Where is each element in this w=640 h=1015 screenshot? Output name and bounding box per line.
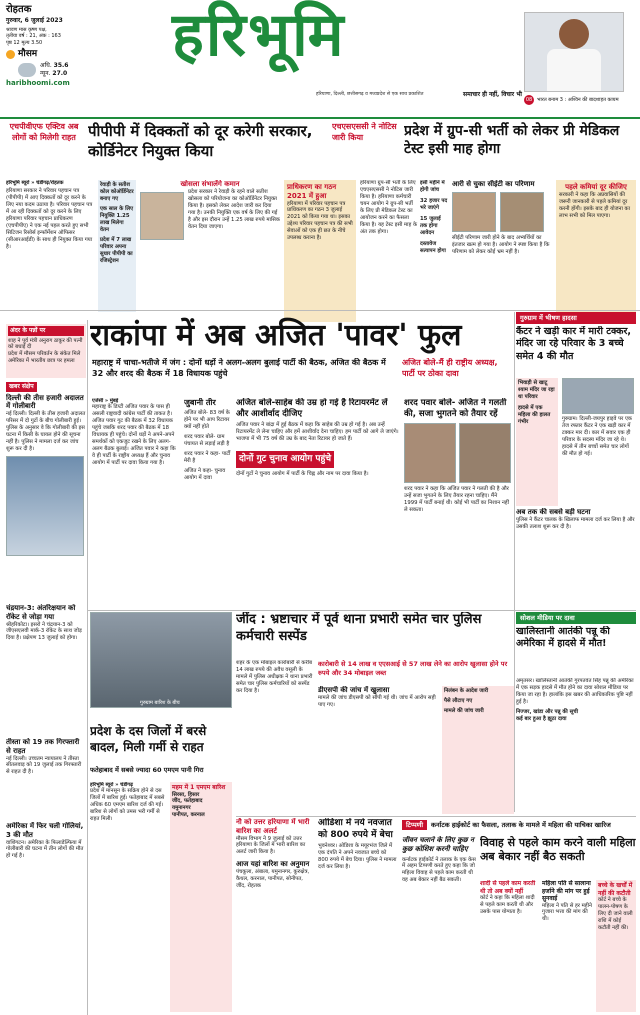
quote-col: [184, 398, 232, 608]
cet-result-body: सीईटी परिणाम जारी होने के बाद अभ्यर्थियों का इंतजार खत्म हो गया है। आयोग ने स्पष्ट किया है कि परिणाम को लेकर कोई भ्रम नहीं है।: [452, 234, 550, 255]
tagline: हरियाणा, दिल्ली, छत्तीसगढ़ व मध्यप्रदेश से एक साथ प्रकाशित: [316, 92, 424, 97]
weather-side-head: महम में 1 एमएम बारिश: [172, 784, 226, 791]
khalistan-point: निज्जर, खांडा और पन्नू की सूची: [516, 708, 578, 715]
rule-low: [236, 816, 636, 817]
rain-photo: [90, 612, 232, 708]
main-headline-box: [90, 316, 500, 356]
weather-label: मौसम: [18, 48, 38, 59]
jind-red-box: [318, 660, 514, 682]
max-temp: 35.6: [53, 62, 69, 69]
khalistan-tag-box: [516, 612, 636, 624]
slogan: समाचार ही नहीं, विचार भी: [463, 91, 522, 98]
cet-result-box: [452, 180, 552, 322]
tippani-kids-head: बच्चे के खर्चों में नहीं की कटौती: [598, 882, 633, 897]
teesta-story: [6, 738, 86, 818]
jind-body: [236, 660, 314, 814]
lead-headline-box: [88, 122, 328, 177]
sharad-photo: [459, 423, 511, 483]
teesta-body: नई दिल्ली। उच्चतम न्यायालय ने तीस्ता सीतलवाड़ को 19 जुलाई तक गिरफ्तारी से राहत दी है।: [6, 755, 82, 776]
tippani-kids: [596, 880, 636, 1012]
side-point: एक साल के लिए नियुक्ति 1.25 लाख मिलेगा वेतन: [100, 205, 134, 233]
weather-sub: फतेहाबाद में सबसे ज्यादा 60 एमएम पानी गिरा: [90, 766, 204, 774]
kicker-hssc: [332, 122, 400, 177]
photo-caption-row: [524, 95, 634, 105]
rule-left-col: [87, 320, 88, 1015]
min-temp: 27.0: [52, 69, 68, 77]
gurugram-body-text: गुरुग्राम। दिल्ली-जयपुर हाइवे पर एक तेज रफ्तार कैंटर ने एक खड़ी कार में टक्कर मार दी। कार में सवार एक ही परिवार के सदस्य मंदिर जा रहे थे। हादसे में तीन बच्चों समेत चार लोगों की मौत हो गई।: [562, 416, 632, 457]
index-item[interactable]: प्रदेश में मौसम परिवर्तन के संकेत मिले: [8, 351, 81, 358]
weather-box: [6, 49, 156, 60]
main-dateline: एजेंसी » मुंबई: [92, 398, 119, 404]
group-c-point: 15 जुलाई तक होगा आवेदन: [420, 215, 441, 236]
gurugram-sub: [516, 508, 636, 608]
jind-dsp-body: मामले की जांच डीएसपी को सौंपी गई थी। जांच में आरोप सही पाए गए।: [318, 694, 436, 708]
khalistan-head-box: [516, 626, 636, 676]
cet-result-head: आरी से चुका सीईटी का परिणाम: [452, 180, 535, 188]
kicker-pppa: [6, 122, 82, 177]
khalistan-tag: सोशल मीडिया पर दावा: [520, 614, 575, 622]
main-body-col: [92, 398, 180, 608]
group-c-body-text: हरियाणा ग्रुप-सी भर्ती के लिए एचएसएससी ने नोटिस जारी किया है। हरियाणा कर्मचारी चयन आयोग ने ग्रुप-सी भर्ती के लिए प्री मेडिकल टेस्ट का आयोजन करने का फैसला किया है। यह टेस्ट इसी माह के अंत तक होगा।: [360, 180, 418, 235]
cricket-photo: [524, 12, 624, 92]
tippani-body: कर्नाटक हाईकोर्ट ने तलाक के एक केस में अहम टिप्पणी करते हुए कहा कि जो महिला विवाह से पहले काम करती थी वह अब बेकार नहीं बैठ सकती।: [402, 856, 476, 884]
jind-point: पैसे लौटाए गए: [444, 697, 473, 704]
gurugram-body: [562, 378, 636, 506]
weather-head-box: [90, 724, 232, 764]
tippani-tag: टिप्पणी: [402, 820, 427, 830]
main-body-text: महाराष्ट्र के डिप्टी अजित पवार के पास ही असली राष्ट्रवादी कांग्रेस पार्टी की ताकत है। अजित पवार गुट की बैठक में 32 विधायक पहुंचे जबकि शरद पवार की बैठक में 18 विधायक ही पहुंचे। दोनों धड़ों ने अपने-अपने समर्थकों को एकजुट रखने के लिए अलग-अलग बैठक बुलाई। अजित पवार ने कहा कि वे ही पार्टी के राष्ट्रीय अध्यक्ष हैं और चुनाव आयोग में पार्टी पर दावा किया गया है।: [92, 404, 176, 467]
weather-side-item: यमुनानगर: [172, 805, 191, 812]
quote-item: अजित ने कहा- चुनाव आयोग में दावा: [184, 467, 226, 481]
khalistan-point: कई बार हुआ है झूठा दावा: [516, 715, 567, 722]
side-point: प्रदेश में 7 लाख परिवार अपना सुधार पीपीपी का रजिस्ट्रेशन: [100, 236, 133, 264]
quote-item: शरद पवार बोले- ग्राम पंचायत से लड़ाई लड़ी है: [184, 433, 230, 447]
index-head: अंदर के पन्नों पर: [8, 326, 84, 336]
tippani-kids-body: कोर्ट ने बच्चे के पालन-पोषण के लिए दी जाने वाली राशि में कोई कटौती नहीं की।: [598, 897, 633, 931]
rain-photo-caption: गुरुग्राम बारिश के बीच: [140, 699, 180, 706]
tippani-col1-head: शादी से पहले काम करती थी तो अब क्यों नहीं: [480, 880, 536, 895]
index-item[interactable]: शाह ने पूर्व मंत्री अनुराग ठाकुर की पत्नी को बधाई दी: [8, 337, 83, 351]
tippani-quote: जीवन चलाने के लिए कुछ न कुछ कोशिश करनी चाहिए: [402, 836, 474, 853]
north-head: नौ को उत्तर हरियाणा में भारी बारिश का अलर्ट: [236, 818, 310, 835]
authority-body: हरियाणा में परिवार पहचान पत्र प्राधिकरण का गठन 3 जुलाई 2021 को किया गया था। इसका उद्देश्य परिवार पहचान पत्र की सभी सेवाओं को एक ही छत के नीचे उपलब्ध कराना है।: [287, 200, 353, 242]
quote-item: शरद पवार ने कहा- पार्टी मेरी है: [184, 450, 231, 464]
tippani-main-head: विवाह से पहले काम करने वाली महिला अब बेकार नहीं बैठ सकती: [480, 836, 636, 864]
gurugram-sub-head: अब तक की सबसे बड़ी घटना: [516, 508, 591, 516]
accident-photo: [562, 378, 634, 414]
authority-box: [284, 180, 356, 322]
main-subhead-box: [92, 358, 398, 394]
right-box-head: पहले कमियां दूर कीजिए: [565, 183, 627, 191]
sharad-story: [404, 398, 512, 608]
main-subhead: महाराष्ट्र में चाचा-भतीजे में जंग : दोनों धड़ों ने अलग-अलग बुलाई पार्टी की बैठक, अजित की बैठक में 32 और शरद की बैठक में 18 विधायक पहुंचे: [92, 358, 386, 378]
tippani-col1: [480, 880, 538, 1012]
logo-text: हरिभूमि: [172, 0, 346, 70]
weather-side-item: पानीपत, करनाल: [172, 812, 205, 819]
profile-title: खोसला संभालेंगे कमान: [180, 180, 240, 188]
masthead-logo: [172, 2, 472, 82]
gurugram-sub-body: पुलिस ने कैंटर चालक के खिलाफ मामला दर्ज कर लिया है और उसकी तलाश शुरू कर दी है।: [516, 516, 635, 530]
tippani-strip: [402, 818, 636, 832]
rocket-photo: [6, 456, 84, 556]
edition-city: रोहतक: [6, 4, 32, 15]
group-c-points: [420, 180, 448, 322]
quote-head: जुबानी तीर: [184, 398, 216, 407]
chandrayaan-story: [6, 604, 86, 734]
pages-price: पृष्ठ 12 मूल्य 3.50: [6, 39, 43, 46]
jind-head-box: [236, 612, 514, 654]
north-head2: आज यहां बारिश का अनुमान: [236, 860, 310, 869]
odisha-story: [318, 818, 398, 1012]
sharad-head: शरद पवार बोले- अजित ने गलती की, सजा भुगतने को तैयार रहें: [404, 398, 507, 420]
ajit-photo: [404, 423, 456, 483]
rule-right-col: [514, 312, 515, 812]
ajit-body: अजित पवार ने बांद्रा में हुई बैठक में कहा कि साहेब की उम्र हो गई है। अब उन्हें रिटायरमेंट ले लेना चाहिए और हमें आशीर्वाद देना चाहिए। हम पार्टी को आगे ले जाएंगे। भाजपा में भी 75 वर्ष की उम्र के बाद नेता रिटायर हो जाते हैं।: [236, 422, 399, 443]
group-c-body: [360, 180, 418, 322]
group-c-point: इसी महीने में होगी जांच: [420, 180, 445, 193]
group-c-headline-box: [404, 122, 636, 177]
weather-body-text: प्रदेश में मानसून के सक्रिय होने से दस जिलों में बारिश हुई। फतेहाबाद में सबसे अधिक 60 एमएम बारिश दर्ज की गई। बारिश से लोगों को उमस भरी गर्मी से राहत मिली।: [90, 788, 165, 823]
weather-side: [170, 782, 232, 1012]
jind-point: निलंबन के आदेश जारी: [444, 688, 489, 694]
odisha-head: ओडिशा में नये नवजात को 800 रुपये में बेचा: [318, 818, 393, 840]
jind-points: [442, 686, 514, 814]
profile-photo: [140, 192, 184, 240]
cloud-icon: [18, 63, 36, 77]
banner: दोनों गुट चुनाव आयोग पहुंचे: [236, 451, 334, 468]
khalistan-body-text: अमृतसर। खालिस्तानी आतंकी गुरपतवंत सिंह पन्नू की अमेरिका में एक सड़क हादसे में मौत होने का दावा सोशल मीडिया पर किया जा रहा है। हालांकि इस खबर की आधिकारिक पुष्टि नहीं हुई है।: [516, 678, 634, 705]
gurugram-head: कैंटर ने खड़ी कार में मारी टक्कर, मंदिर जा रहे परिवार के 3 बच्चे समेत 4 की मौत: [516, 326, 631, 362]
usa-story: [6, 822, 86, 1012]
jind-red-head: कारोबारी से 14 लाख व एएसआई से 57 लाख लेने का आरोप खुलासा होने पर रुपये और 34 मोबाइल जब्त: [318, 660, 508, 677]
weather-byline: हरिभूमि ब्यूरो » चंडीगढ़: [90, 782, 133, 788]
kicker2-text: एचएसएससी ने नोटिस जारी किया: [332, 122, 397, 142]
side-point: रेवाड़ी के सतीश कोल कोऑर्डिनेटर बनाए गए: [100, 182, 134, 202]
cet-photo-1: [452, 192, 496, 232]
cet-photo-2: [500, 192, 544, 232]
index-box: [6, 324, 86, 378]
photo-page-num: 08: [524, 95, 534, 105]
max-label: अधि.: [40, 62, 52, 69]
quote-item: अजित बोले- 83 वर्ष के होने पर भी आप रिटायर क्यों नहीं होते: [184, 410, 230, 430]
jind-point: मामले की जांच जारी: [444, 707, 484, 714]
min-label: न्यून.: [40, 69, 51, 77]
profile-box: [140, 180, 280, 322]
sun-icon: [6, 50, 15, 59]
weather-head: प्रदेश के दस जिलों में बरसे बादल, मिली गर्मी से राहत: [90, 724, 207, 754]
main-red-head-box: [402, 358, 512, 394]
brief-body: नई दिल्ली। दिल्ली के तीस हजारी अदालत परिसर में दो गुटों के बीच गोलीबारी हुई। पुलिस के अनुसार वे कि गोलीबारी की इस घटना में किसी के घायल होने की सूचना नहीं है। पुलिस ने मामला दर्ज कर जांच शुरू कर दी है।: [6, 411, 86, 452]
masthead-info: [6, 4, 156, 88]
brief-head: दिल्ली की तीस हजारी अदालत में गोलीबारी: [6, 393, 84, 411]
jind-dsp: [318, 686, 438, 814]
right-box: [556, 180, 636, 322]
lead-body: [6, 180, 94, 322]
player-head: [559, 19, 589, 49]
samvat: श्रावण मास कृष्ण पक्ष,: [6, 27, 47, 33]
tippani-left: [402, 836, 476, 1012]
brief-column: [6, 382, 86, 600]
gurugram-head-box: [516, 326, 636, 376]
gurugram-tag: गुरुग्राम में भीषण हादसा: [520, 314, 577, 322]
right-box-body: सरकारी ने कहा कि अप्रवासियों की जरूरी जानकारी से पहले कमियां दूर करनी होंगी। इसके बाद ही योजना का लाभ सभी को मिल पाएगा।: [559, 191, 630, 219]
tippani-col1-body: कोर्ट ने कहा कि महिला शादी से पहले काम करती थी और उसके पास योग्यता है।: [480, 895, 535, 915]
weather-side-item: जींद, फतेहाबाद: [172, 798, 203, 805]
player-jersey: [547, 49, 601, 92]
weather-body: [90, 782, 166, 1012]
group-c-point: दस्तावेज सत्यापन होगा: [420, 240, 446, 254]
sharad-body: शरद पवार ने कहा कि अजित पवार ने गलती की है और उन्हें सजा भुगतने के लिए तैयार रहना चाहिए। मैंने 1999 में पार्टी बनाई थी। कोई भी पार्टी का निशान नहीं ले सकता।: [404, 486, 509, 514]
kicker-text: एचपीवीएफ एक्टिव अब लोगों को मिलेगी राहत: [9, 122, 79, 142]
gurugram-side-item: हादसे में एक महिला की हालत गंभीर: [518, 404, 551, 425]
tippani-head: कर्नाटक हाईकोर्ट का फैसला, तलाक के मामले में महिला की याचिका खारिज: [431, 820, 611, 829]
weather-side-item: सिरसा, हिसार: [172, 791, 200, 798]
lead-headline: पीपीपी में दिक्कतों को दूर करेगी सरकार, कोर्डिनेटर नियुक्त किया: [88, 122, 313, 160]
rain-photo-box: [90, 612, 232, 722]
khalistan-body: [516, 678, 636, 814]
usa-head: अमेरिका में फिर चली गोलियां, 3 की मौत: [6, 822, 84, 839]
profile-body: प्रदेश सरकार ने रेवाड़ी के रहने वाले सतीश खोसला को परियोजना का कोऑर्डिनेटर नियुक्त किया है। इसको लेकर आदेश जारी कर दिया गया है। उनकी नियुक्ति एक वर्ष के लिए की गई है और इस दौरान उन्हें 1.25 लाख रुपये मासिक वेतन दिया जाएगा।: [188, 188, 280, 230]
ajit-story: [236, 398, 400, 608]
tithi: तृतीया वर्ष : 21, अंक : 163: [6, 33, 61, 40]
odisha-body: भुवनेश्वर। ओडिशा के मयूरभंज जिले में एक दंपति ने अपने नवजात बच्चे को 800 रुपये में बेच दिया। पुलिस ने मामला दर्ज कर लिया है।: [318, 843, 397, 871]
jind-dsp-head: डीएसपी की जांच में खुलासा: [318, 686, 390, 694]
north-alert: [236, 818, 314, 1012]
masthead-divider: [0, 117, 640, 119]
edition-date: गुरुवार, 6 जुलाई 2023: [6, 16, 63, 24]
tippani-col2-body: महिला ने पति से हर महीने गुजारा भत्ता की मांग की थी।: [542, 902, 592, 923]
photo-caption: भारत बनाम 3 : अश्विन की बादशाहत कायम: [537, 96, 619, 103]
website-link[interactable]: haribhoomi.com: [6, 79, 70, 87]
teesta-head: तीस्ता को 19 तक गिरफ्तारी से राहत: [6, 738, 80, 755]
banner-body: दोनों गुटों ने चुनाव आयोग में पार्टी के चिह्न और नाम पर दावा किया है।: [236, 471, 369, 478]
jind-head: जींद : भ्रष्टाचार में पूर्व थाना प्रभारी समेत चार पुलिस कर्मचारी सस्पेंड: [236, 612, 482, 644]
brief-tag: खबर संक्षेप: [6, 382, 37, 392]
authority-title: प्राधिकरण का गठन 2021 में हुआ: [287, 183, 337, 200]
index-item[interactable]: अमेरिका में भारतीय छात्र पर हमला: [8, 358, 75, 365]
weather-sub-box: [90, 766, 232, 778]
tippani-col2-head: महिला पति से सालाना हर्जाने की मांग पर हुई सुनवाई: [542, 880, 591, 902]
lead-side-points: [98, 180, 136, 312]
gurugram-tag-box: [516, 312, 636, 324]
gurugram-side-item: भिवाड़ी से खाटू श्याम मंदिर जा रहा था परिवार: [518, 380, 555, 400]
rule-mid: [88, 610, 636, 611]
tippani-col2: [542, 880, 594, 1012]
lead-body-text: हरियाणा सरकार ने परिवार पहचान पत्र (पीपीपी) में आए दिक्कतों को दूर करने के लिए नया कदम उठाया है। परिवार पहचान पत्र में आ रही दिक्कतों को दूर करने के लिए हरियाणा परिवार पहचान प्राधिकरण (एचपीपीए) ने एक नई पहल करते हुए सभी सिटिजन रिसोर्स इन्फॉर्मेशन ऑफिसर (सीआरआईडी) के साथ ही नियुक्त किया गया है।: [6, 188, 93, 251]
usa-body: वाशिंगटन। अमेरिका के फिलाडेल्फिया में गोलीबारी की घटना में तीन लोगों की मौत हो गई है।: [6, 839, 84, 860]
north-body2: पंचकूला, अंबाला, यमुनानगर, कुरुक्षेत्र, कैथल, करनाल, पानीपत, सोनीपत, जींद, रोहतक: [236, 869, 310, 890]
ajit-head: अजित बोले-साहेब की उम्र हो गई है रिटायरमेंट लें और आशीर्वाद दीजिए: [236, 398, 388, 420]
north-body: मौसम विभाग ने 9 जुलाई को उत्तर हरियाणा के जिलों में भारी बारिश का अलर्ट जारी किया है।: [236, 835, 306, 856]
jind-body-text: शहर के एक मोबाइल कारोबारी से करीब 14 लाख रुपये की अवैध वसूली के मामले में पुलिस अधीक्षक ने थाना प्रभारी समेत चार पुलिस कर्मचारियों को सस्पेंड कर दिया है।: [236, 660, 313, 694]
main-headline: राकांपा में अब अजित 'पावर' फुल: [90, 318, 462, 353]
tippani-main-head-box: [480, 836, 636, 876]
group-c-point: 32 हजार पद भरे जाएंगे: [420, 197, 448, 211]
chandrayaan-head: चंद्रयान-3: अंतरिक्षयान को रॉकेट से जोड़ा गया: [6, 604, 76, 621]
rule-top: [0, 310, 640, 311]
chandrayaan-body: श्रीहरिकोटा। इसरो ने चंद्रयान-3 को जीएसएलवी मार्क-3 रॉकेट के साथ जोड़ दिया है। प्रक्षेपण 13 जुलाई को होगा।: [6, 621, 82, 642]
lead-bureau: हरिभूमि ब्यूरो » चंडीगढ़/रोहतक: [6, 180, 64, 186]
khalistan-head: खालिस्तानी आतंकी पन्नू की अमेरिका में हादसे में मौत!: [516, 626, 610, 650]
main-red-head: अजित बोले-मैं ही राष्ट्रीय अध्यक्ष, पार्टी पर ठोका दावा: [402, 358, 498, 378]
group-c-headline: प्रदेश में ग्रुप-सी भर्ती को लेकर प्री मेडिकल टेस्ट इसी माह होगा: [404, 123, 620, 158]
gurugram-side: [516, 378, 558, 506]
